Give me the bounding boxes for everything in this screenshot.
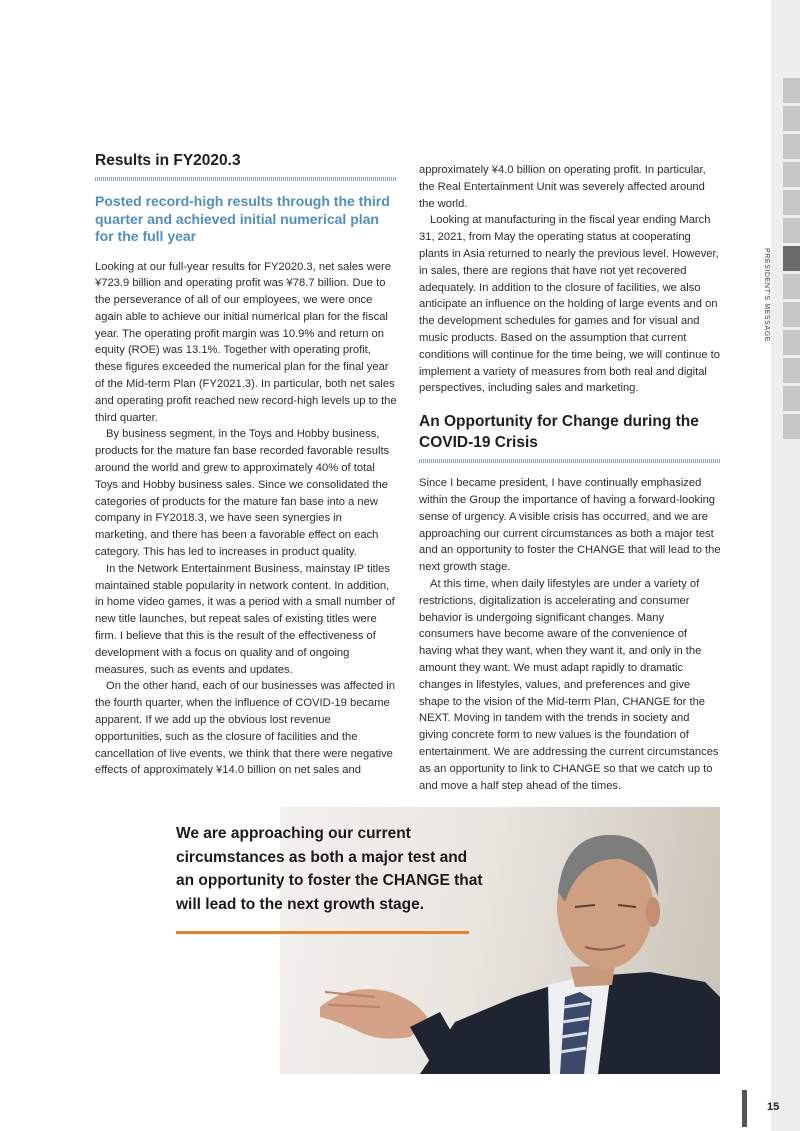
section-tab — [783, 218, 800, 243]
paragraph: approximately ¥4.0 billion on operating profit. In particular, the Real Entertainment Unit was severely affected around the world. — [419, 164, 706, 210]
left-column — [95, 150, 397, 779]
section-tab — [783, 134, 800, 159]
section-tab — [783, 386, 800, 411]
quote-underline — [176, 931, 469, 934]
paragraph: At this time, when daily lifestyles are under a variety of restrictions, digitalization is accelerating and consumer behavior is undergoing significant changes. Many consumers have become aware of the convenience of having what they want, when they want it, and only in the amount they want. We must adapt rapidly to dramatic changes in lifestyles, values, and preferences and give shape to the vision of the Mid-term Plan, CHANGE for the NEXT. Moving in tandem with the trends in society and giving concrete form to new values is the foundation of entertainment. We are addressing the current circumstances as an opportunity to link to CHANGE so that we catch up to and move a half step ahead of the times. — [419, 577, 719, 792]
section-tab — [783, 358, 800, 383]
paragraph: On the other hand, each of our businesses was affected in the fourth quarter, when the influence of COVID-19 became apparent. If we add up the obvious lost revenue opportunities, such as the closure of facilities and the cancellation of live events, we think that there were negative effects of approximately ¥14.0 billion on net sales and — [95, 680, 395, 777]
paragraph: Looking at manufacturing in the fiscal year ending March 31, 2021, from May the operating status at cooperating plants in Asia returned to nearly the previous level. However, in sales, there are regions that have not yet recovered adequately. In addition to the closure of facilities, we also anticipate an influence on the holding of large events and on the development schedules for games and for visual and music products. Based on the assumption that current conditions will continue for the time being, we will continue to implement a variety of measures from both real and digital perspectives, including sales and marketing. — [419, 214, 720, 395]
section-tab — [783, 106, 800, 131]
dotted-divider — [95, 177, 397, 181]
paragraph: By business segment, in the Toys and Hobby business, products for the mature fan base recorded favorable results around the world and grew to approximately 40% of total Toys and Hobby business sales. Since we consolidated the categories of products for the mature fan base into a new company in FY2018.3, we have seen synergies in marketing, and there has been a favorable effect on each category. This has led to increases in product quality. — [95, 428, 390, 559]
page-number: 15 — [767, 1101, 780, 1113]
section-heading-opportunity: An Opportunity for Change during the COVID-19 Crisis — [419, 413, 699, 452]
section-tab — [783, 274, 800, 299]
section-heading-results: Results in FY2020.3 — [95, 152, 241, 169]
dotted-divider — [419, 459, 721, 463]
paragraph: Looking at our full-year results for FY2020.3, net sales were ¥723.9 billion and operating profit was ¥78.7 billion. Due to the perseverance of all of our employees, we were once again able to achieve our initial numerical plan for the fiscal year. The operating profit margin was 10.9% and return on equity (ROE) was 13.1%. Together with operating profit, these figures exceeded the numerical plan for the final year of the Mid-term Plan (FY2021.3). In particular, both net sales and operating profit reached new record-high levels up to the third quarter. — [95, 260, 397, 424]
section-tabs — [783, 78, 800, 442]
pull-quote: We are approaching our current circumstances as both a major test and an opportunity to foster the CHANGE that will lead to the next growth stage. — [176, 825, 483, 913]
section-tab — [783, 246, 800, 271]
section-tab — [783, 190, 800, 215]
section-label: PRESIDENT'S MESSAGE — [763, 248, 770, 343]
page-number-bar — [742, 1090, 747, 1127]
paragraph: Since I became president, I have continually emphasized within the Group the importance of having a forward-looking sense of urgency. A visible crisis has occurred, and we are approaching our current circumstances as both a major test and an opportunity to foster the CHANGE that will lead to the next growth stage. — [419, 477, 721, 574]
section-tab — [783, 302, 800, 327]
paragraph: In the Network Entertainment Business, mainstay IP titles maintained stable popularity in network content. In addition, in home video games, it was a period with a small number of new title launches, but repeat sales of existing titles were firm. I believe that this is the result of the effectiveness of development with a focus on quality and of ongoing measures, such as events and updates. — [95, 562, 395, 676]
section-tab — [783, 330, 800, 355]
section-tab — [783, 162, 800, 187]
subheading: Posted record-high results through the third quarter and achieved initial numerical plan for the full year — [95, 193, 390, 244]
section-tab — [783, 414, 800, 439]
section-tab — [783, 78, 800, 103]
right-column — [419, 162, 721, 794]
